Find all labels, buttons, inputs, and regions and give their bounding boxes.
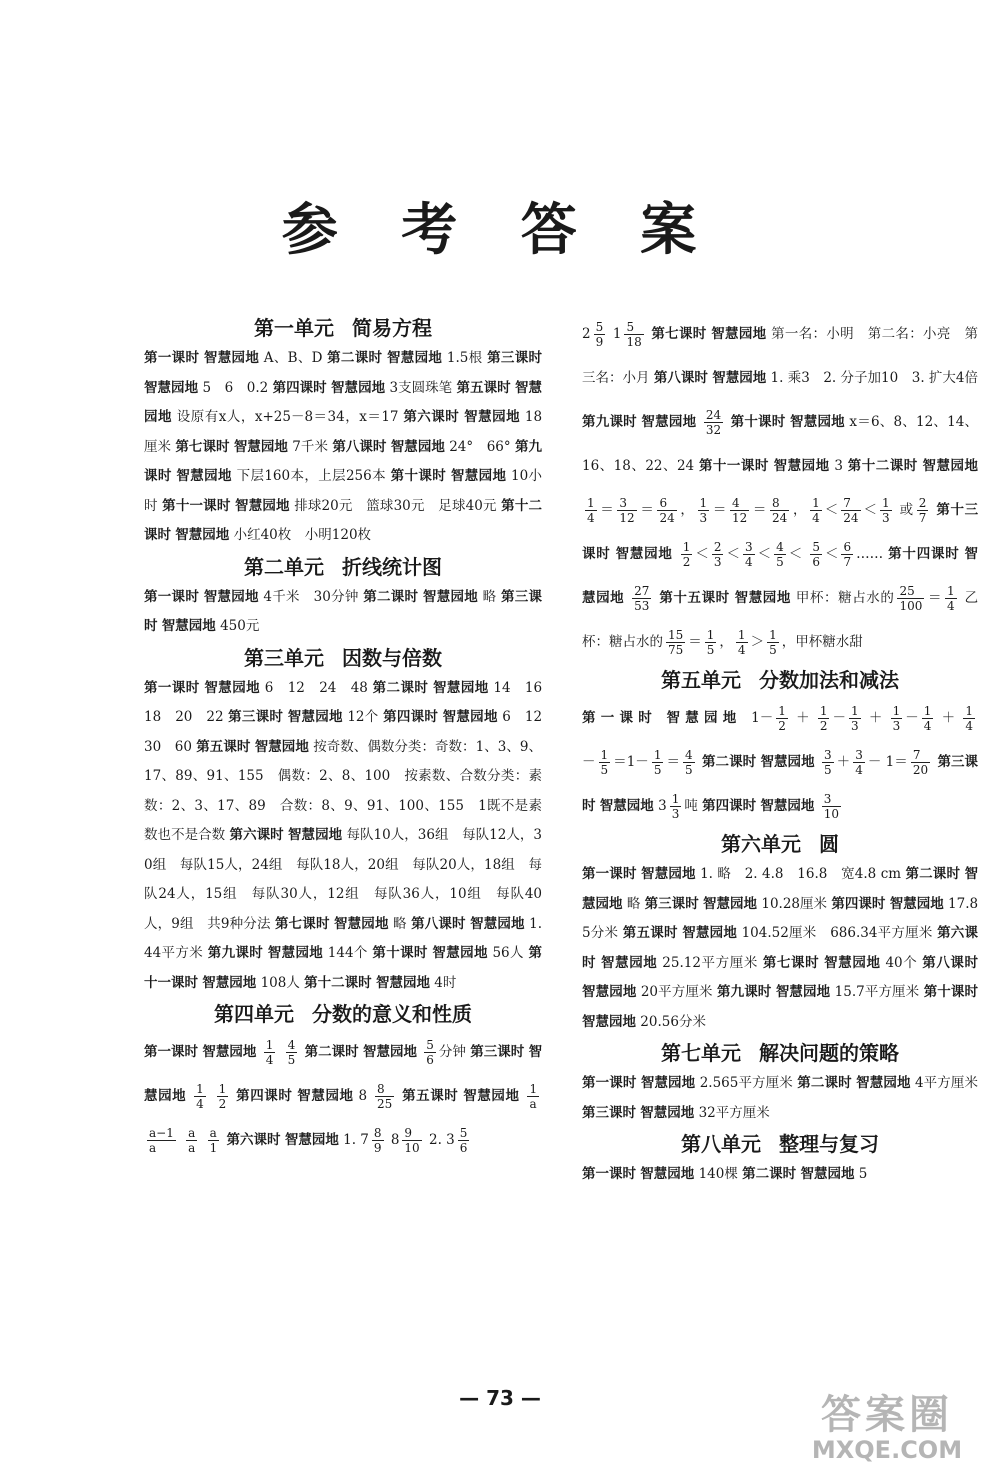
unit-title-5 — [582, 664, 978, 696]
unit-name: 因数与倍数 — [342, 645, 442, 670]
unit-title-3 — [144, 642, 542, 674]
fraction: $\frac{27}{53}$ — [634, 584, 650, 613]
fraction: $\frac{3}{10}$ — [823, 792, 839, 821]
fraction: $\frac{1}{2}$ — [218, 1082, 227, 1111]
unit-number: 第五单元 — [661, 668, 741, 692]
fraction: $\frac{9}{10}$ — [404, 1126, 420, 1155]
unit-1-answers: 第一课时 智慧园地 A、B、D 第二课时 智慧园地 1.5根 第三课时 智慧园地 5 6 0.2 第四课时 智慧园地 3支圆珠笔 第五课时 智慧园地 设原有x人，x+25－8＝34，x＝17 第六课时 智慧园地 18厘米 第七课时 智慧园地 7千米 第八课时 智慧园地 24° 66° 第九课时 智慧园地 下层160本，上层256本 第十课时 智慧园地 10小时 第十一课时 智慧园地 排球20元 篮球30元 足球40元 第十二课时 智慧园地 小红40枚 小明120枚 — [144, 350, 543, 543]
left-column — [144, 312, 556, 1162]
unit-4-answers: 第一课时 智慧园地 $\frac{1}{4}$ $\frac{4}{5}$ 第二课时 智慧园地 $\frac{5}{6}$ 分钟 第三课时 智慧园地 $\frac{1}{4}$ $\frac{1}{2}$ 第四课时 智慧园地 8 $\frac{8}{25}$ 第五课时 智慧园地 $\frac{1}{a}$ $\frac{a-1}{a}$ $\frac{a}{a}$ $\frac{a}{1}$ 第六课时 智慧园地 1. 7 $\frac{8}{9}$ 8 $\frac{9}{10}$ 2. 3 $\frac{5}{6}$ — [144, 1038, 543, 1155]
unit-name: 整理与复习 — [779, 1132, 879, 1156]
fraction: $\frac{8}{25}$ — [376, 1082, 393, 1111]
unit-7-answers: 第一课时 智慧园地 2.565平方厘米 第二课时 智慧园地 4平方厘米 第三课时 智慧园地 32平方厘米 — [582, 1075, 979, 1121]
fraction: $\frac{4}{5}$ — [287, 1038, 296, 1067]
unit-number: 第二单元 — [244, 554, 324, 579]
page-number: — 73 — — [459, 1386, 541, 1410]
fraction: $\frac{a}{1}$ — [209, 1126, 218, 1155]
unit-name: 折线统计图 — [342, 554, 442, 579]
unit-title-4 — [144, 998, 542, 1030]
unit-number: 第四单元 — [214, 1002, 294, 1026]
unit-title-2 — [144, 551, 542, 583]
unit-name: 解决问题的策略 — [759, 1041, 899, 1065]
unit-number: 第一单元 — [254, 316, 334, 340]
fraction: $\frac{24}{32}$ — [705, 408, 722, 437]
unit-8-answers: 第一课时 智慧园地 140棵 第二课时 智慧园地 5 — [582, 1166, 868, 1182]
unit-name: 分数加法和减法 — [759, 668, 899, 692]
fraction: $\frac{a}{a}$ — [188, 1126, 196, 1155]
unit-title-1 — [144, 312, 542, 344]
unit-number: 第八单元 — [681, 1132, 761, 1156]
unit-5-answers: 第一课时 智慧园地 1－ $\frac{1}{2}$ ＋ $\frac{1}{2}$ － $\frac{1}{3}$ ＋ $\frac{1}{3}$ － $\frac{1}{4}$ ＋ $\frac{1}{4}$ － $\frac{1}{5}$ ＝1－ $\frac{1}{5}$ ＝ $\frac{4}{5}$ 第二课时 智慧园地 $\frac{3}{5}$ ＋ $\frac{3}{4}$ － 1＝ $\frac{7}{20}$ 第三课时 智慧园地 3 $\frac{1}{3}$ 吨 第四课时 智慧园地 $\frac{3}{10}$ — [582, 704, 979, 821]
unit-6-answers: 第一课时 智慧园地 1. 略 2. 4.8 16.8 宽4.8 cm 第二课时 智慧园地 略 第三课时 智慧园地 10.28厘米 第四课时 智慧园地 17.85分米 第五课时 智慧园地 104.52厘米 686.34平方厘米 第六课时 智慧园地 25.12平方厘米 第七课时 智慧园地 40个 第八课时 智慧园地 20平方厘米 第九课时 智慧园地 15.7平方厘米 第十课时 智慧园地 20.56分米 — [582, 866, 979, 1030]
unit-name: 圆 — [819, 832, 839, 856]
fraction: $\frac{5}{6}$ — [426, 1038, 434, 1067]
fraction: $\frac{2}{7}$ — [918, 496, 927, 525]
unit-title-6 — [582, 828, 978, 860]
fraction: $\frac{1}{a}$ — [529, 1082, 538, 1111]
unit-title-7 — [582, 1037, 978, 1069]
unit-4-answers-continued: 2 $\frac{5}{9}$ 1 $\frac{5}{18}$ 第七课时 智慧园地 第一名：小明 第二名：小亮 第三名：小月 第八课时 智慧园地 1. 乘3 2. 分子加10 3. 扩大4倍 第九课时 智慧园地 $\frac{24}{32}$ 第十课时 智慧园地 x＝6、8、12、14、16、18、22、24 第十一课时 智慧园地 3 第十二课时 智慧园地 $\frac{1}{4}$ ＝ $\frac{3}{12}$ ＝ $\frac{6}{24}$ ， $\frac{1}{3}$ ＝ $\frac{4}{12}$ ＝ $\frac{8}{24}$ ， $\frac{1}{4}$ ＜ $\frac{7}{24}$ ＜ $\frac{1}{3}$ 或 $\frac{2}{7}$ 第十三课时 智慧园地 $\frac{1}{2}$ ＜ $\frac{2}{3}$ ＜ $\frac{3}{4}$ ＜ $\frac{4}{5}$ ＜ $\frac{5}{6}$ ＜ $\frac{6}{7}$ …… 第十四课时 智慧园地 $\frac{27}{53}$ 第十五课时 智慧园地 甲杯：糖占水的 $\frac{25}{100}$ ＝ $\frac{1}{4}$ 乙杯：糖占水的 $\frac{15}{75}$ ＝ $\frac{1}{5}$ ， $\frac{1}{4}$ ＞ $\frac{1}{5}$ ，甲杯糖水甜 — [582, 320, 979, 657]
page-title: 参 考 答 案 — [281, 197, 719, 263]
fraction: $\frac{5}{18}$ — [626, 320, 642, 349]
unit-number: 第三单元 — [244, 645, 324, 670]
watermark-logo: 答案圈 MXQE.COM — [811, 1392, 963, 1464]
unit-2-answers: 第一课时 智慧园地 4千米 30分钟 第二课时 智慧园地 略 第三课时 智慧园地 450元 — [144, 588, 543, 634]
fraction: $\frac{5}{6}$ — [459, 1126, 468, 1155]
fraction: $\frac{8}{9}$ — [373, 1126, 382, 1155]
fraction: $\frac{a-1}{a}$ — [149, 1126, 174, 1155]
unit-name: 简易方程 — [352, 316, 432, 340]
unit-number: 第七单元 — [661, 1041, 741, 1065]
fraction: $\frac{1}{4}$ — [265, 1038, 274, 1067]
unit-3-answers: 第一课时 智慧园地 6 12 24 48 第二课时 智慧园地 14 16 18 20 22 第三课时 智慧园地 12个 第四课时 智慧园地 6 12 30 60 第五课时 智慧园地 按奇数、偶数分类：奇数：1、3、9、17、89、91、155 偶数：2、8、100 按素数、合数分类：素数：2、3、17、89 合数：8、9、91、100、155 1既不是素数也不是合数 第六课时 智慧园地 每队10人，36组 每队12人，30组 每队15人，24组 每队18人，20组 每队20人，18组 每队24人，15组 每队30人，12组 每队36人，10组 每队40人，9组 共9种分法 第七课时 智慧园地 略 第八课时 智慧园地 1.44平方米 第九课时 智慧园地 144个 第十课时 智慧园地 56人 第十一课时 智慧园地 108人 第十二课时 智慧园地 4时 — [144, 679, 556, 991]
unit-number: 第六单元 — [721, 832, 801, 856]
unit-name: 分数的意义和性质 — [312, 1002, 472, 1026]
right-column — [582, 312, 978, 1190]
unit-title-8 — [582, 1128, 978, 1160]
fraction: $\frac{5}{9}$ — [595, 320, 604, 349]
fraction: $\frac{1}{4}$ — [196, 1082, 204, 1111]
